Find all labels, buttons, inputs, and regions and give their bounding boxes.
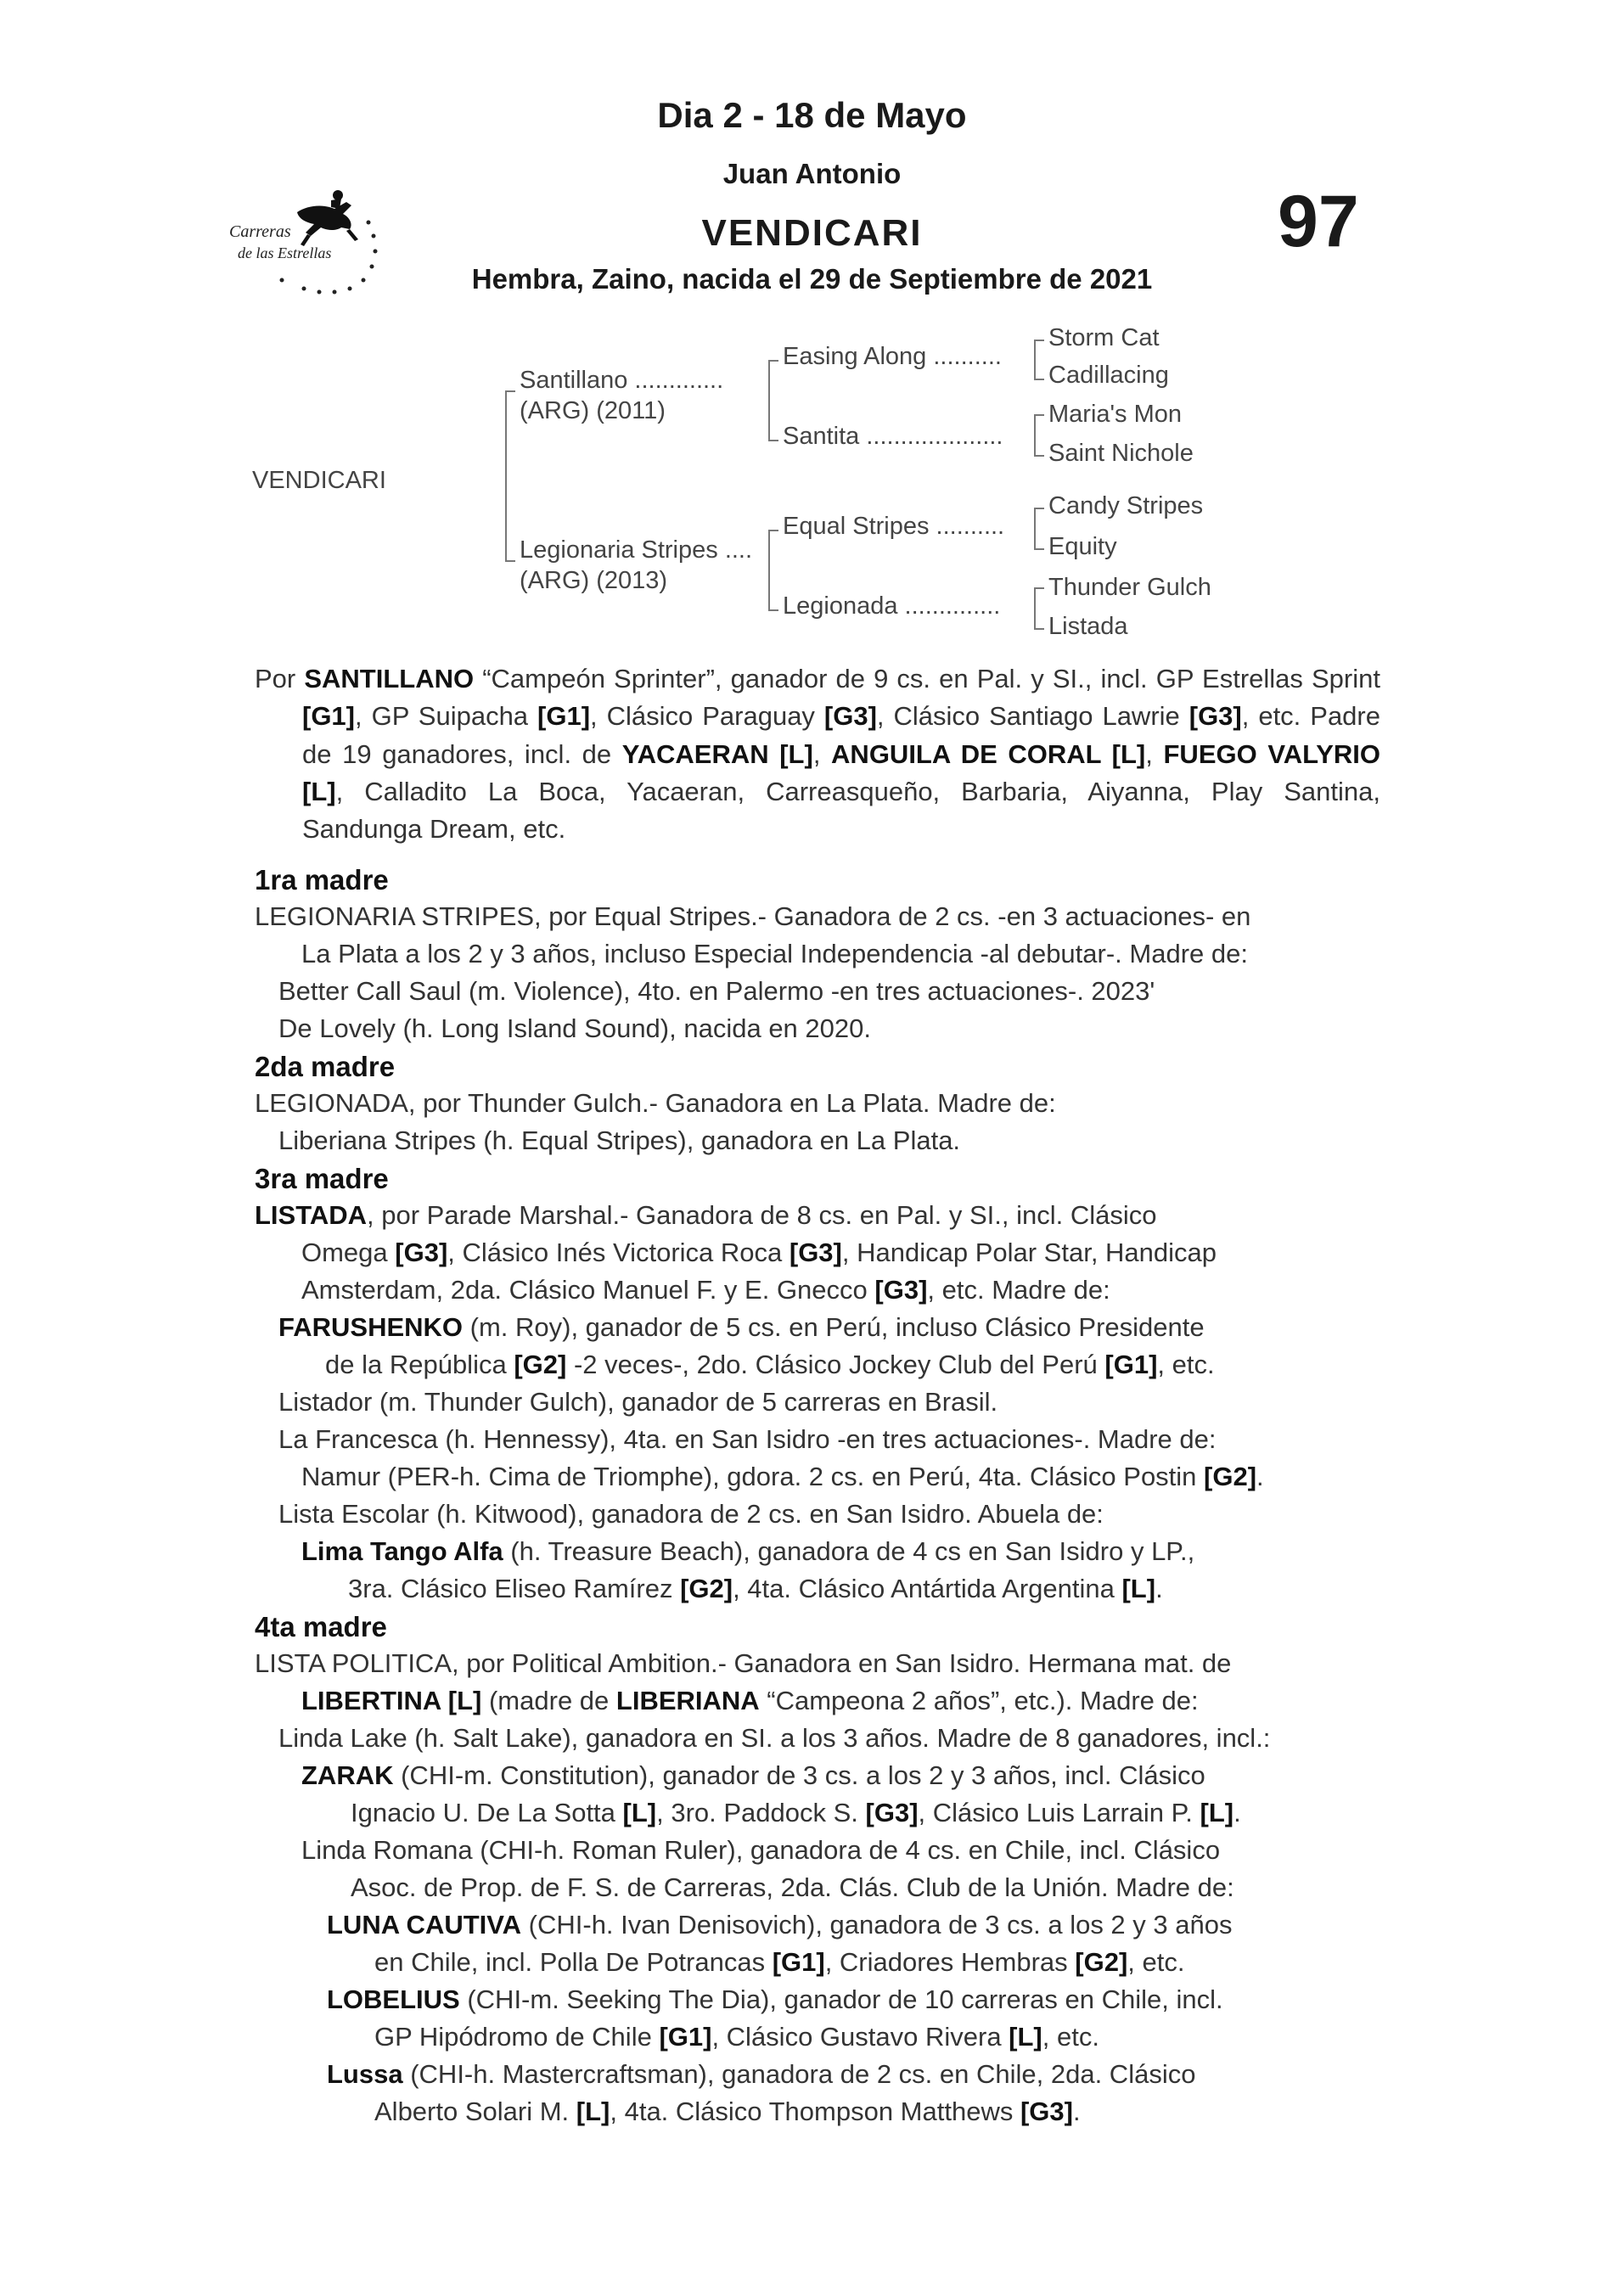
grade-badge: [G3] [874,1275,928,1305]
text: Ignacio U. De La Sotta [351,1798,623,1827]
text: “Campeona 2 años”, etc.). Madre de: [759,1686,1199,1715]
day-heading: Dia 2 - 18 de Mayo [657,95,967,135]
text-line: Asoc. de Prop. de F. S. de Carreras, 2da. Clás. Club de la Unión. Madre de: [351,1872,1234,1902]
pedigree-dss: Candy Stripes [1048,492,1204,519]
grade-badge: [G3] [823,701,877,732]
grade-badge: [G2] [1075,1947,1128,1977]
text: de la República [325,1350,514,1379]
pedigree-sds: Maria's Mon [1048,401,1183,428]
text-line [255,1200,1156,1231]
section-heading-1ra-madre: 1ra madre [255,864,389,895]
text: , Clásico Santiago Lawrie [876,701,1189,732]
text: Alberto Solari M. [374,2097,576,2126]
text-line: Liberiana Stripes (h. Equal Stripes), ganadora en La Plata. [278,1126,961,1155]
text: Namur (PER-h. Cima de Triomphe), gdora. 2 cs. en Perú, 4ta. Clásico Postin [301,1462,1205,1491]
text: (h. Treasure Beach), ganadora de 4 cs en San Isidro y LP., [503,1536,1195,1566]
text: . [1072,2097,1081,2126]
sire-name: SANTILLANO [304,664,475,693]
pedigree-dds: Thunder Gulch [1048,574,1211,601]
logo-text-estrellas: de las Estrellas [238,244,332,261]
horse-rider-icon [222,180,384,307]
text: , Clásico Paraguay [590,701,824,732]
text: . [1256,1462,1264,1491]
horse-name: VENDICARI [701,212,923,254]
logo [222,180,384,307]
text-line: Lista Escolar (h. Kitwood), ganadora de 2 cs. en San Isidro. Abuela de: [278,1499,1104,1529]
bracket-subject [505,390,515,562]
text-line: La Francesca (h. Hennessy), 4ta. en San Isidro -en tres actuaciones-. Madre de: [278,1424,1217,1454]
text-line [327,1910,1232,1940]
text-line: LEGIONADA, por Thunder Gulch.- Ganadora en La Plata. Madre de: [255,1088,1056,1118]
grade-badge: [L] [1200,1798,1234,1827]
text: (madre de [481,1686,616,1715]
winner-name: ZARAK [301,1760,394,1790]
text-line: Listador (m. Thunder Gulch), ganador de 5 carreras en Brasil. [278,1387,998,1417]
text-line [301,1238,1217,1268]
text-line [374,2022,1099,2052]
text: , etc. [1157,1350,1215,1379]
text: , etc. Padre de 19 ganadores, incl. de [302,701,1380,769]
text: . [1155,1574,1163,1603]
pedigree-dam: Legionaria Stripes .... [520,536,753,564]
text-line [374,1947,1184,1978]
pedigree-dam-dam: Legionada .............. [783,592,1001,620]
winner-name: YACAERAN [L] [621,738,813,769]
text: , 4ta. Clásico Thompson Matthews [610,2097,1020,2126]
grade-badge: [G3] [789,1238,842,1267]
grade-badge: [G2] [1204,1462,1257,1491]
text-line: Linda Lake (h. Salt Lake), ganadora en SI. a los 3 años. Madre de 8 ganadores, incl.: [278,1723,1271,1753]
mare-name: LIBERTINA [L] [301,1686,482,1715]
grade-badge: [G3] [865,1798,919,1827]
grade-badge: [L] [622,1798,657,1827]
grade-badge: [G1] [772,1947,825,1977]
text: Por [255,664,305,693]
text: , Criadores Hembras [824,1947,1076,1977]
logo-text-carreras: Carreras [229,222,291,241]
text: -2 veces-, 2do. Clásico Jockey Club del Perú [566,1350,1105,1379]
text: , etc. Madre de: [927,1275,1110,1305]
pedigree-ddd: Listada [1048,613,1128,640]
bracket-ds [1034,508,1044,550]
text: . [1233,1798,1241,1827]
grade-badge: [G1] [1104,1350,1158,1379]
horse-description: Hembra, Zaino, nacida el 29 de Septiembre de 2021 [471,263,1153,295]
pedigree-sire: Santillano ............. [520,367,724,394]
grade-badge: [G3] [1188,701,1242,732]
text: , Calladito La Boca, Yacaeran, Carreasqueño, Barbaria, Aiyanna, Play Santina, Sandunga Dream, etc. [302,776,1380,845]
text: “Campeón Sprinter”, ganador de 9 cs. en Pal. y SI., incl. GP Estrellas Sprint [474,664,1380,693]
bracket-dam [768,530,778,611]
text: Amsterdam, 2da. Clásico Manuel F. y E. Gnecco [301,1275,875,1305]
pedigree-dam-sire: Equal Stripes .......... [783,513,1005,540]
text: Omega [301,1238,396,1267]
text-line: Better Call Saul (m. Violence), 4to. en Palermo -en tres actuaciones-. 2023' [278,976,1155,1006]
owner-name: Juan Antonio [722,158,902,189]
text-line [348,1574,1163,1604]
text: GP Hipódromo de Chile [374,2022,660,2052]
text-line [327,1984,1223,2015]
grade-badge: [G3] [1020,2097,1073,2126]
grade-badge: [L] [1009,2022,1042,2052]
text: , Clásico Gustavo Rivera [711,2022,1009,2052]
grade-badge: [L] [1121,1574,1156,1603]
text-line [301,1686,1199,1716]
text: (CHI-h. Mastercraftsman), ganadora de 2 cs. en Chile, 2da. Clásico [402,2059,1196,2089]
grade-badge: [G2] [680,1574,733,1603]
bracket-sd [1034,414,1044,457]
text-line [351,1798,1241,1828]
text: , 4ta. Clásico Antártida Argentina [733,1574,1122,1603]
text-line [278,1312,1205,1343]
winner-name: Lussa [327,2059,403,2089]
winner-name: LUNA CAUTIVA [327,1910,522,1940]
bracket-dd [1034,587,1044,630]
text: (m. Roy), ganador de 5 cs. en Perú, incluso Clásico Presidente [463,1312,1205,1342]
text-line [325,1350,1215,1380]
winner-name: Lima Tango Alfa [301,1536,503,1566]
mare-name: LIBERIANA [615,1686,760,1715]
text: 3ra. Clásico Eliseo Ramírez [348,1574,681,1603]
text: , etc. [1042,2022,1099,2052]
text: , Clásico Inés Victorica Roca [447,1238,790,1267]
text: (CHI-m. Constitution), ganador de 3 cs. a los 2 y 3 años, incl. Clásico [393,1760,1205,1790]
pedigree-sire-sire: Easing Along .......... [783,343,1002,370]
winner-name: LOBELIUS [327,1984,460,2014]
grade-badge: [G1] [659,2022,712,2052]
text-line [301,1462,1264,1492]
pedigree-dsd: Equity [1048,533,1117,560]
section-heading-3ra-madre: 3ra madre [255,1163,389,1194]
pedigree-subject: VENDICARI [252,467,386,494]
grade-badge: [G1] [302,701,355,732]
text: , 3ro. Paddock S. [656,1798,866,1827]
mare-name: LISTADA [255,1200,368,1230]
text: , [812,738,832,769]
text: , GP Suipacha [355,701,538,732]
text-line: LEGIONARIA STRIPES, por Equal Stripes.- Ganadora de 2 cs. -en 3 actuaciones- en [255,901,1251,931]
lot-number: 97 [1278,181,1359,262]
text-line: LISTA POLITICA, por Political Ambition.- Ganadora en San Isidro. Hermana mat. de [255,1648,1232,1678]
text: , etc. [1127,1947,1185,1977]
pedigree-sire-origin: (ARG) (2011) [520,397,666,424]
pedigree-ssd: Cadillacing [1048,362,1169,389]
winner-name: FARUSHENKO [278,1312,464,1342]
text-line [301,1536,1194,1567]
text-line [374,2097,1081,2127]
text-line [301,1275,1110,1305]
text-line: Linda Romana (CHI-h. Roman Ruler), ganadora de 4 cs. en Chile, incl. Clásico [301,1835,1221,1865]
winner-name: FUEGO VALYRIO [L] [302,738,1380,806]
grade-badge: [G2] [514,1350,567,1379]
section-heading-4ta-madre: 4ta madre [255,1611,387,1642]
text: en Chile, incl. Polla De Potrancas [374,1947,773,1977]
text: , Handicap Polar Star, Handicap [841,1238,1217,1267]
text: (CHI-m. Seeking The Dia), ganador de 10 carreras en Chile, incl. [459,1984,1223,2014]
text: (CHI-h. Ivan Denisovich), ganadora de 3 cs. a los 2 y 3 años [521,1910,1233,1940]
grade-badge: [L] [576,2097,610,2126]
text-line [327,2059,1195,2090]
bracket-sire [768,360,778,441]
text-line: De Lovely (h. Long Island Sound), nacida en 2020. [278,1013,871,1043]
text-line [301,1760,1205,1791]
section-heading-2da-madre: 2da madre [255,1051,396,1082]
bracket-ss [1034,340,1044,380]
winner-name: ANGUILA DE CORAL [L] [831,738,1146,769]
text-line: La Plata a los 2 y 3 años, incluso Especial Independencia -al debutar-. Madre de: [301,939,1248,968]
text: , Clásico Luis Larrain P. [918,1798,1200,1827]
grade-badge: [G3] [395,1238,448,1267]
pedigree-dam-origin: (ARG) (2013) [520,567,668,594]
text: , [1145,738,1164,769]
pedigree-sdd: Saint Nichole [1048,440,1194,467]
text: , por Parade Marshal.- Ganadora de 8 cs. en Pal. y SI., incl. Clásico [367,1200,1157,1230]
pedigree-sss: Storm Cat [1048,324,1160,351]
sire-paragraph [255,660,1380,848]
grade-badge: [G1] [537,701,591,732]
pedigree-sire-dam: Santita .................... [783,423,1003,450]
